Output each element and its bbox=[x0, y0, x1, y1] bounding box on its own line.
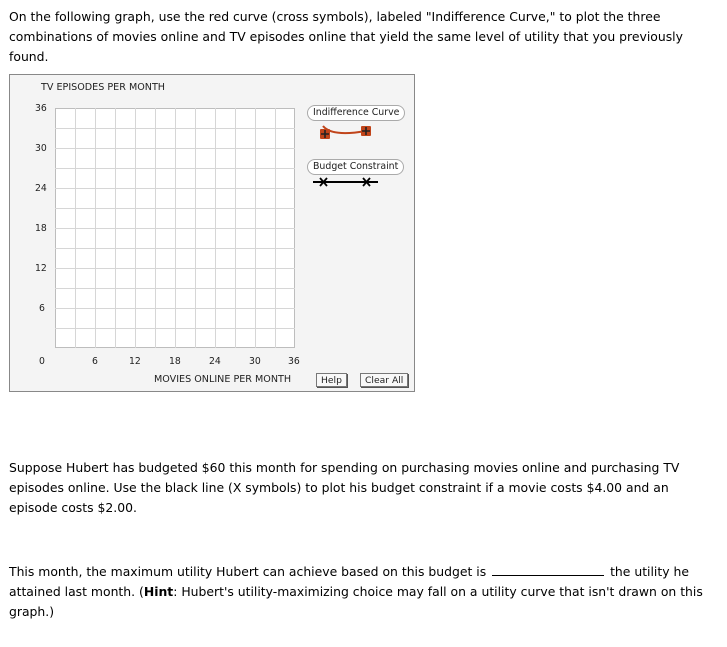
x-tick-36: 36 bbox=[288, 356, 300, 367]
plot-area[interactable] bbox=[55, 108, 295, 348]
grid-lines bbox=[55, 108, 295, 348]
question-text-before: This month, the maximum utility Hubert can achieve based on this budget is bbox=[9, 564, 487, 579]
y-tick-24: 24 bbox=[35, 183, 47, 194]
utility-question bbox=[9, 562, 721, 622]
budget-instructions: Suppose Hubert has budgeted $60 this month for spending on purchasing movies online and purchasing TV episodes online. Use the black line (X symbols) to plot his budget constraint if a movie costs $4.00 and an episode costs $2.00. bbox=[9, 460, 680, 515]
y-tick-12: 12 bbox=[35, 263, 47, 274]
cross-marker-icon bbox=[320, 129, 330, 139]
y-tick-18: 18 bbox=[35, 223, 47, 234]
x-axis-label: MOVIES ONLINE PER MONTH bbox=[154, 374, 292, 385]
hint-text: : Hubert's utility-maximizing choice may fall on a utility curve that isn't drawn on this graph.) bbox=[9, 584, 703, 619]
x-tick-12: 12 bbox=[129, 356, 141, 367]
indifference-curve-legend: Indifference Curve bbox=[307, 105, 405, 121]
x-tick-24: 24 bbox=[209, 356, 221, 367]
y-tick-6: 6 bbox=[39, 303, 45, 314]
question-text-after: the utility he attained last month. ( bbox=[9, 564, 689, 599]
origin-tick-0: 0 bbox=[39, 356, 45, 367]
indifference-curve-tool[interactable] bbox=[310, 120, 380, 142]
help-button[interactable]: Help bbox=[316, 373, 347, 387]
budget-constraint-legend: Budget Constraint bbox=[307, 159, 404, 175]
clear-all-button[interactable]: Clear All bbox=[360, 373, 408, 387]
hint-label: Hint bbox=[143, 584, 174, 599]
graph-panel bbox=[9, 74, 415, 392]
cross-marker-icon bbox=[361, 126, 371, 136]
x-tick-6: 6 bbox=[92, 356, 98, 367]
x-tick-30: 30 bbox=[249, 356, 261, 367]
answer-dropdown-blank[interactable] bbox=[492, 562, 604, 576]
y-axis-label: TV EPISODES PER MONTH bbox=[41, 82, 166, 93]
budget-constraint-tool[interactable] bbox=[310, 175, 382, 189]
y-tick-30: 30 bbox=[35, 143, 47, 154]
x-tick-18: 18 bbox=[169, 356, 181, 367]
intro-instructions: On the following graph, use the red curve (cross symbols), labeled "Indifference Curve," to plot the three combinations of movies online and TV episodes online that yield the same level of utility that you previously found. bbox=[9, 9, 683, 64]
y-tick-36: 36 bbox=[35, 103, 47, 114]
